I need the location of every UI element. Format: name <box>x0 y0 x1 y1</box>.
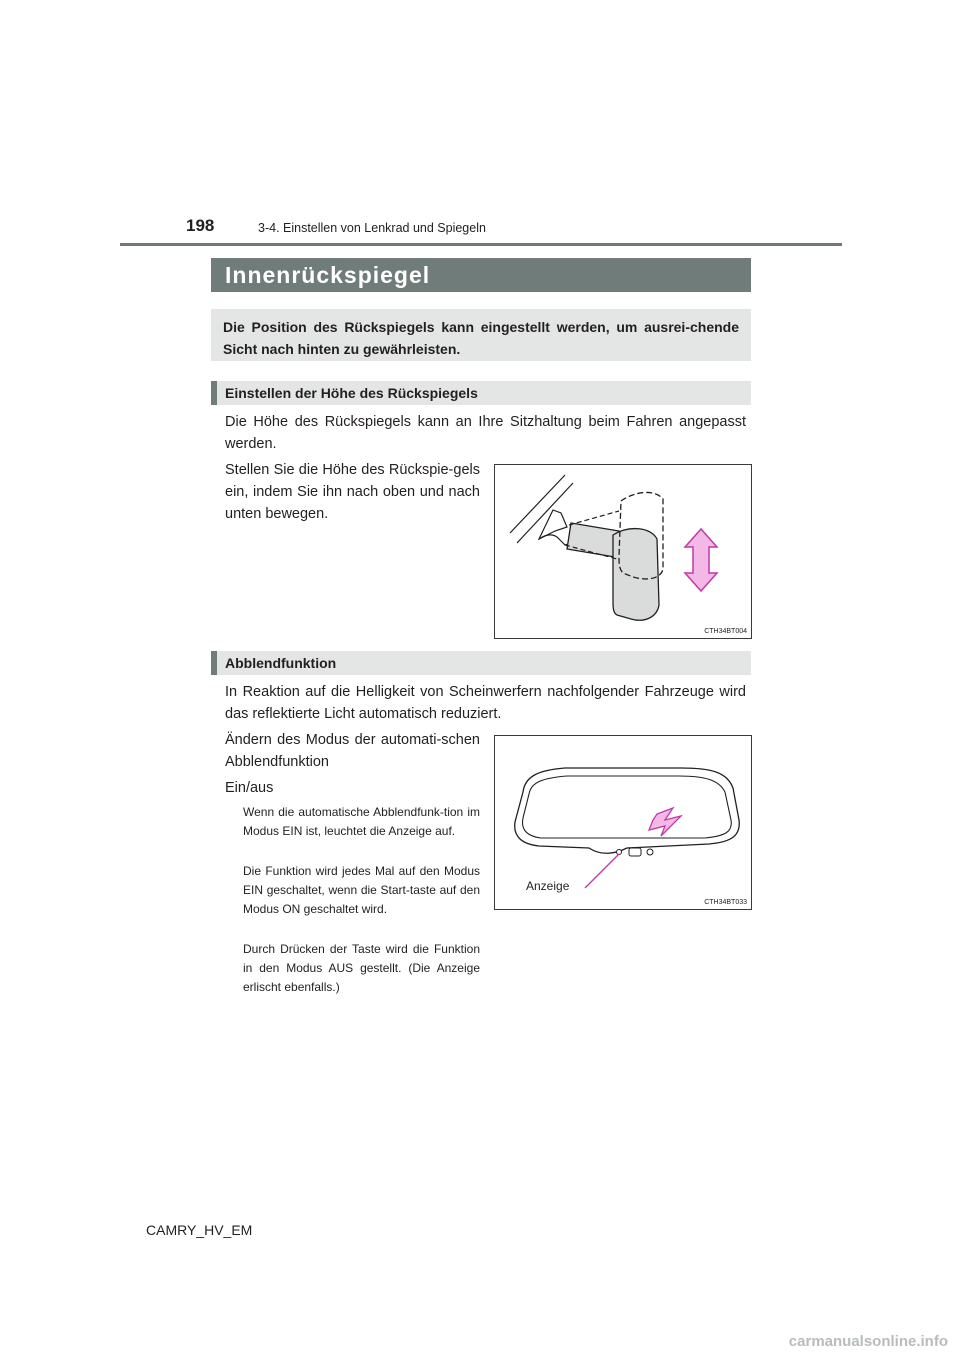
dimming-section-heading: Abblendfunktion <box>225 655 337 671</box>
height-text-1: Die Höhe des Rückspiegels kann an Ihre Sitzhaltung beim Fahren angepasst werden. <box>225 414 746 452</box>
dimming-text-2: Ändern des Modus der automati-schen Abblendfunktion <box>225 732 480 770</box>
height-section-heading: Einstellen der Höhe des Rückspiegels <box>225 385 478 401</box>
mirror-dimming-figure <box>494 735 752 910</box>
height-text-2: Stellen Sie die Höhe des Rückspie-gels ein, indem Sie ihn nach oben und nach unten bewegen. <box>225 462 480 522</box>
up-down-arrow-icon <box>685 529 717 591</box>
title-bar <box>211 258 751 292</box>
mirror-dimming-illustration <box>495 736 751 909</box>
dimming-text-3: Ein/aus <box>225 780 274 796</box>
figure-code: CTH34BT033 <box>704 899 747 906</box>
watermark: carmanualsonline.info <box>788 1333 948 1350</box>
dimming-note-2: Die Funktion wird jedes Mal auf den Modus EIN geschaltet, wenn die Start-taste auf den Modus ON geschaltet wird. <box>243 864 480 916</box>
dimming-section-heading-bar <box>211 651 751 675</box>
header-rule <box>120 243 842 246</box>
figure-code: CTH34BT004 <box>704 628 747 635</box>
section-label: 3-4. Einstellen von Lenkrad und Spiegeln <box>258 221 486 235</box>
indicator-label: Anzeige <box>526 879 570 893</box>
mirror-height-illustration <box>495 465 751 638</box>
height-section-heading-bar <box>211 381 751 405</box>
footer-code: CAMRY_HV_EM <box>146 1222 253 1238</box>
intro-box <box>211 309 751 361</box>
dimming-note-1: Wenn die automatische Abblendfunk-tion im Modus EIN ist, leuchtet die Anzeige auf. <box>243 805 480 838</box>
page-number: 198 <box>186 216 215 235</box>
dimming-text-1: In Reaktion auf die Helligkeit von Scheinwerfern nachfolgender Fahrzeuge wird das reflektierte Licht automatisch reduziert. <box>225 684 746 722</box>
page-title: Innenrückspiegel <box>225 262 431 288</box>
intro-text: Die Position des Rückspiegels kann eingestellt werden, um ausrei-chende Sicht nach hinten zu gewährleisten. <box>223 319 739 357</box>
dimming-note-3: Durch Drücken der Taste wird die Funktion in den Modus AUS gestellt. (Die Anzeige erlischt ebenfalls.) <box>243 942 480 994</box>
mirror-height-figure <box>494 464 752 639</box>
